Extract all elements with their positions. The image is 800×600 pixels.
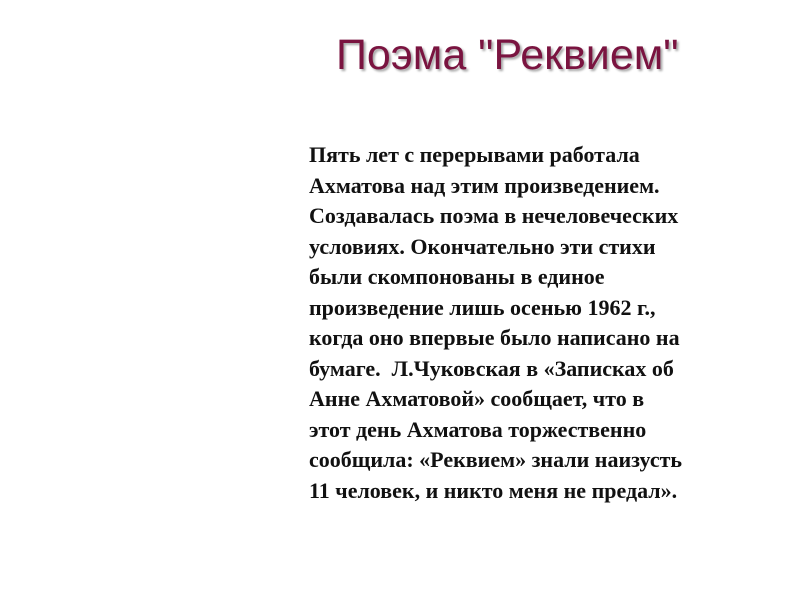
slide-title: Поэма "Реквием" [336, 31, 679, 79]
body-line: были скомпонованы в единое [309, 264, 605, 289]
body-line: Ахматова над этим произведением. [309, 172, 660, 198]
slide-body-text [309, 140, 779, 506]
body-line: 11 человек, и никто меня не предал». [309, 477, 678, 503]
body-line: Пять лет с перерывами работала [309, 142, 640, 167]
body-line: когда оно впервые было написано на [309, 325, 680, 350]
body-line: Анне Ахматовой» сообщает, что в [309, 386, 645, 411]
body-line: сообщила: «Реквием» знали наизусть [309, 447, 683, 472]
body-line: этот день Ахматова торжественно [309, 416, 647, 442]
body-line: произведение лишь осенью 1962 г., [309, 294, 656, 320]
body-line: бумаге. Л.Чуковская в «Записках об [309, 355, 674, 381]
body-line: Создавалась поэма в нечеловеческих [309, 203, 679, 228]
body-line: условиях. Окончательно эти стихи [309, 233, 656, 259]
